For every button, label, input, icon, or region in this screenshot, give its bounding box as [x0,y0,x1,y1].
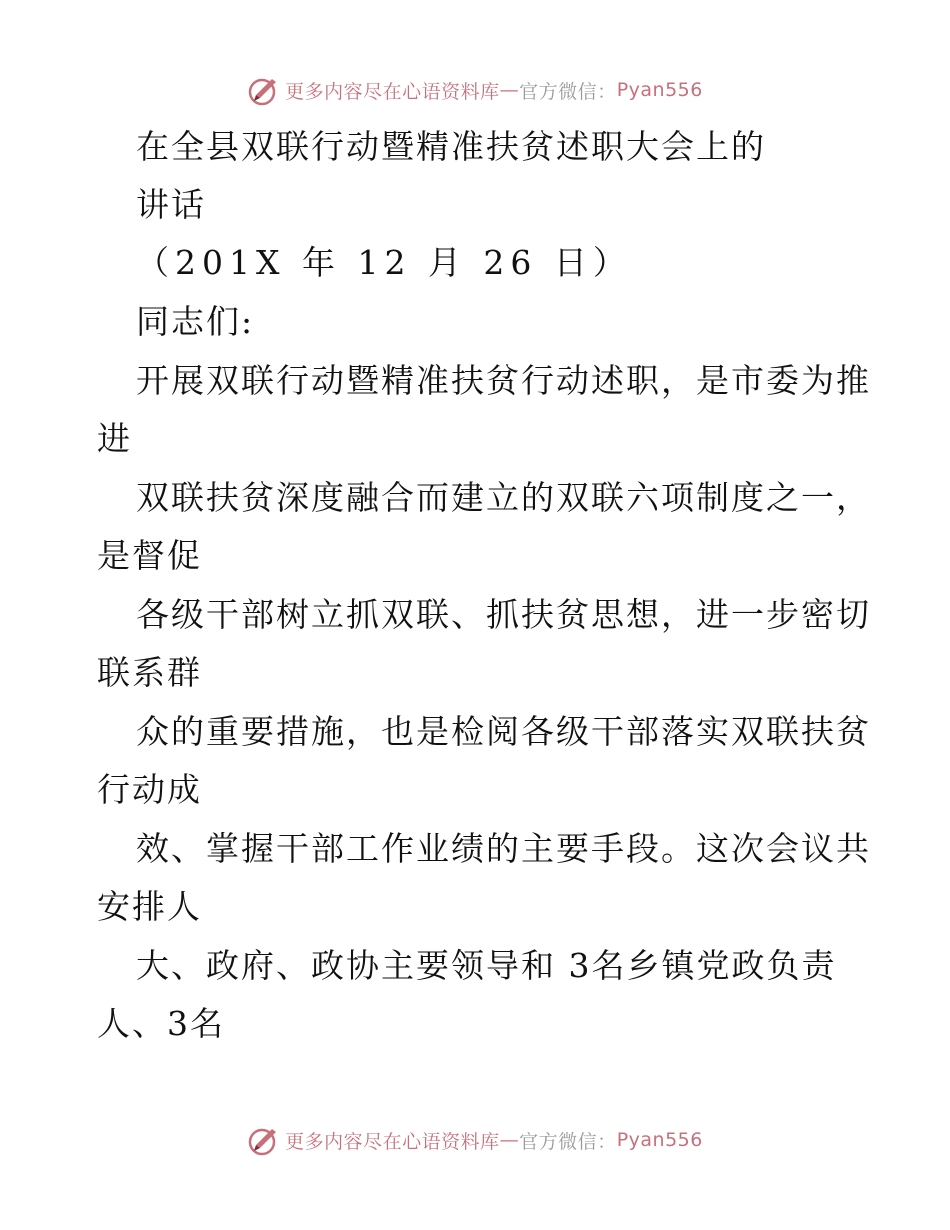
watermark-dash: — [499,79,520,101]
watermark-dash: — [499,1129,520,1151]
watermark-text: 更多内容尽在心语资料库 [285,80,500,103]
paragraph-line: 效、掌握干部工作业绩的主要手段。这次会议共 [136,829,871,868]
paragraph-line: 联系群 [97,653,202,692]
paragraph-line: 进 [97,419,132,458]
paragraph-line: 众的重要措施，也是检阅各级干部落实双联扶贫 [136,712,871,751]
watermark-suffix: 官方微信： [519,80,617,103]
paragraph-line: 是督促 [97,536,202,575]
paragraph-line: 各级干部树立抓双联、抓扶贫思想，进一步密切 [136,595,871,634]
header-watermark [0,70,950,110]
footer-watermark [0,1120,950,1160]
paragraph-line: 安排人 [97,887,202,926]
title-line-1: 在全县双联行动暨精准扶贫述职大会上的 [136,127,766,166]
watermark-text: 更多内容尽在心语资料库 [285,1130,500,1153]
watermark-id: Pyan556 [616,1129,703,1151]
pen-logo-icon [247,73,281,107]
paragraph-line: 人、3名 [97,1004,225,1043]
paragraph-line: 开展双联行动暨精准扶贫行动述职，是市委为推 [136,361,871,400]
date-line: （201X 年 12 月 26 日） [136,243,632,282]
salutation: 同志们: [136,302,255,341]
paragraph-line: 大、政府、政协主要领导和 3名乡镇党政负责 [136,946,837,985]
paragraph-line: 行动成 [97,770,202,809]
title-line-2: 讲话 [136,185,206,224]
pen-logo-icon [247,1123,281,1157]
watermark-suffix: 官方微信： [519,1130,617,1153]
watermark-id: Pyan556 [616,79,703,101]
paragraph-line: 双联扶贫深度融合而建立的双联六项制度之一， [136,478,871,517]
